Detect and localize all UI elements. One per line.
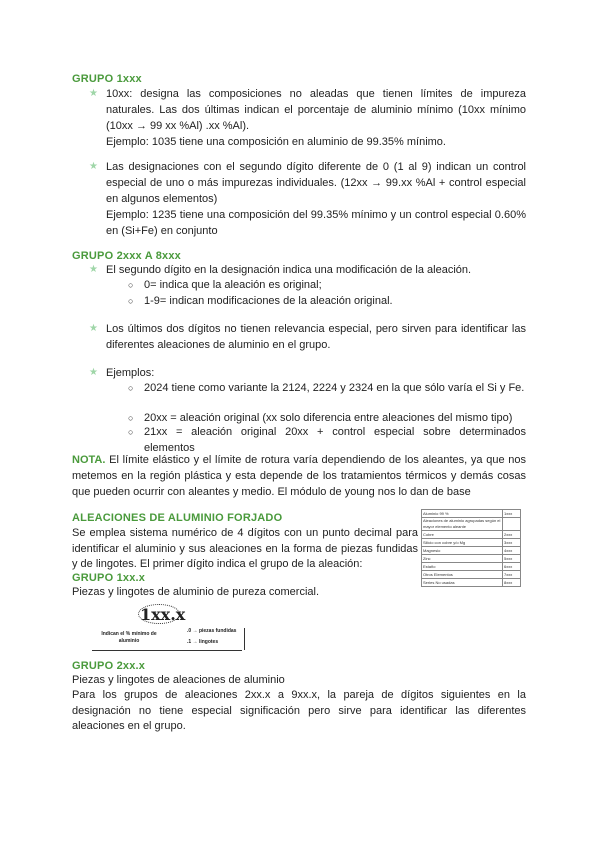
circle-bullet-icon: ○ [128,413,134,423]
bullet-1xxx-a [89,86,526,150]
sub-bullet [128,380,526,396]
table-cell-series: 1xxx [503,510,521,518]
designation-code: 1xx.x [140,605,186,624]
table-cell-label: Otros Elementos [422,571,503,579]
circle-bullet-icon: ○ [128,280,134,290]
sub-text: 2024 tiene como variante la 2124, 2224 y 2324 en la que sólo varía el Si y Fe. [144,382,525,394]
grupo-1xx-x-text: Piezas y lingotes de aluminio de pureza comercial. [72,586,320,598]
bullet-2xxx-a [89,262,526,278]
star-bullet-icon: ★ [89,323,98,334]
table-cell-label: Series No usadas [422,579,503,587]
diagram-left-label: Indican el % mínimo de aluminio [101,631,157,644]
table-cell-label: Zinc [422,555,503,563]
bullet-2xxx-b [89,321,526,353]
table-row [422,571,521,579]
table-cell-series [503,518,521,531]
table-row [422,518,521,531]
example-text: Ejemplo: 1035 tiene una composición en aluminio de 99.35% mínimo. [106,136,446,148]
heading-grupo-2xx-x: GRUPO 2xx.x [72,660,146,672]
table-cell-series: 6xxx [503,563,521,571]
table-row [422,547,521,555]
table-row [422,510,521,518]
table-cell-series: 5xxx [503,555,521,563]
heading-grupo-1xx-x: GRUPO 1xx.x [72,572,146,584]
forjado-paragraph: Se emplea sistema numérico de 4 dígitos con un punto decimal para identificar el aluminio y sus aleaciones en la forma de piezas fundidas y de lingotes. El primer dígito indica el grupo de la aleación: [72,527,418,570]
grupo-2xx-x-text-1: Piezas y lingotes de aleaciones de aluminio [72,674,285,686]
star-bullet-icon: ★ [89,264,98,275]
bullet-text: El segundo dígito en la designación indica una modificación de la aleación. [106,264,472,276]
sub-text: 0= indica que la aleación es original; [144,279,322,291]
grupo-2xx-x-text-2: Para los grupos de aleaciones 2xx.x a 9xx.x, la pareja de dígitos siguientes en la designación no tiene especial significación pero sirve para identificar las diferentes aleaciones en el grupo. [72,689,526,732]
heading-grupo-1xxx: GRUPO 1xxx [72,73,142,85]
bullet-text: Ejemplos: [106,367,155,379]
table-cell-label: Silicio con cobre y/o Mg [422,539,503,547]
example-text: Ejemplo: 1235 tiene una composición del 99.35% mínimo y un control especial 0.60% en (Si+Fe) en conjunto [106,209,526,237]
diagram-right-rule [244,628,245,650]
table-cell-label: Aluminio 99 % [422,510,503,518]
sub-text: 20xx = aleación original (xx solo diferencia entre aleaciones del mismo tipo) [144,412,513,424]
table-row [422,539,521,547]
circle-bullet-icon: ○ [128,296,134,306]
nota-paragraph [72,452,526,500]
diagram-baseline [92,650,242,651]
heading-aleaciones-forjado: ALEACIONES DE ALUMINIO FORJADO [72,512,283,524]
circle-bullet-icon: ○ [128,427,134,437]
alloy-series-table [421,509,521,587]
bullet-text: 10xx: designa las composiciones no aleadas que tienen límites de impureza naturales. Las dos últimas indican el porcentaje de aluminio mínimo (10xx mínimo (10xx → 99 xx %Al) .xx %Al). [106,88,526,132]
star-bullet-icon: ★ [89,367,98,378]
sub-bullet [128,293,526,309]
sub-bullet [128,277,526,293]
table-cell-label: Cobre [422,531,503,539]
star-bullet-icon: ★ [89,161,98,172]
sub-text: 21xx = aleación original 20xx + control especial sobre determinados elementos [144,426,526,454]
table-row [422,555,521,563]
table-cell-series: 7xxx [503,571,521,579]
table-cell-label: Magnesio [422,547,503,555]
diagram-right-label-1: .0 → piezas fundidas [187,628,237,634]
table-cell-series: 8xxx [503,579,521,587]
star-bullet-icon: ★ [89,88,98,99]
table-cell-series: 3xxx [503,539,521,547]
table-row [422,531,521,539]
table-cell-label: Aleaciones de aluminio agrupadas según el mayor elemento aleante [422,518,503,531]
table-cell-label: Estaño [422,563,503,571]
sub-text: 1-9= indican modificaciones de la aleación original. [144,295,393,307]
designation-diagram [92,604,252,654]
table-row [422,563,521,571]
heading-grupo-2xxx-8xxx: GRUPO 2xxx A 8xxx [72,250,181,262]
table-cell-series: 4xxx [503,547,521,555]
bullet-1xxx-b [89,159,526,239]
nota-text: El límite elástico y el límite de rotura varía dependiendo de los aleantes, ya que nos metemos en la región plástica y esta depende de los tratamientos térmicos y demás cosas que pueden ocurrir con aleantes y medio. El módulo de young nos lo dan de base [72,454,526,498]
nota-label: NOTA. [72,454,106,466]
diagram-right-label-2: .1 → lingotes [187,639,219,645]
bullet-2xxx-c [89,365,526,381]
bullet-text: Las designaciones con el segundo dígito diferente de 0 (1 al 9) indican un control especial de uno o más impurezas individuales. (12xx → 99.xx %Al + control especial en algunos elementos) [106,161,526,205]
table-cell-series: 2xxx [503,531,521,539]
circle-bullet-icon: ○ [128,383,134,393]
bullet-text: Los últimos dos dígitos no tienen relevancia especial, pero sirven para identificar las diferentes aleaciones de aluminio en el grupo. [106,323,526,351]
